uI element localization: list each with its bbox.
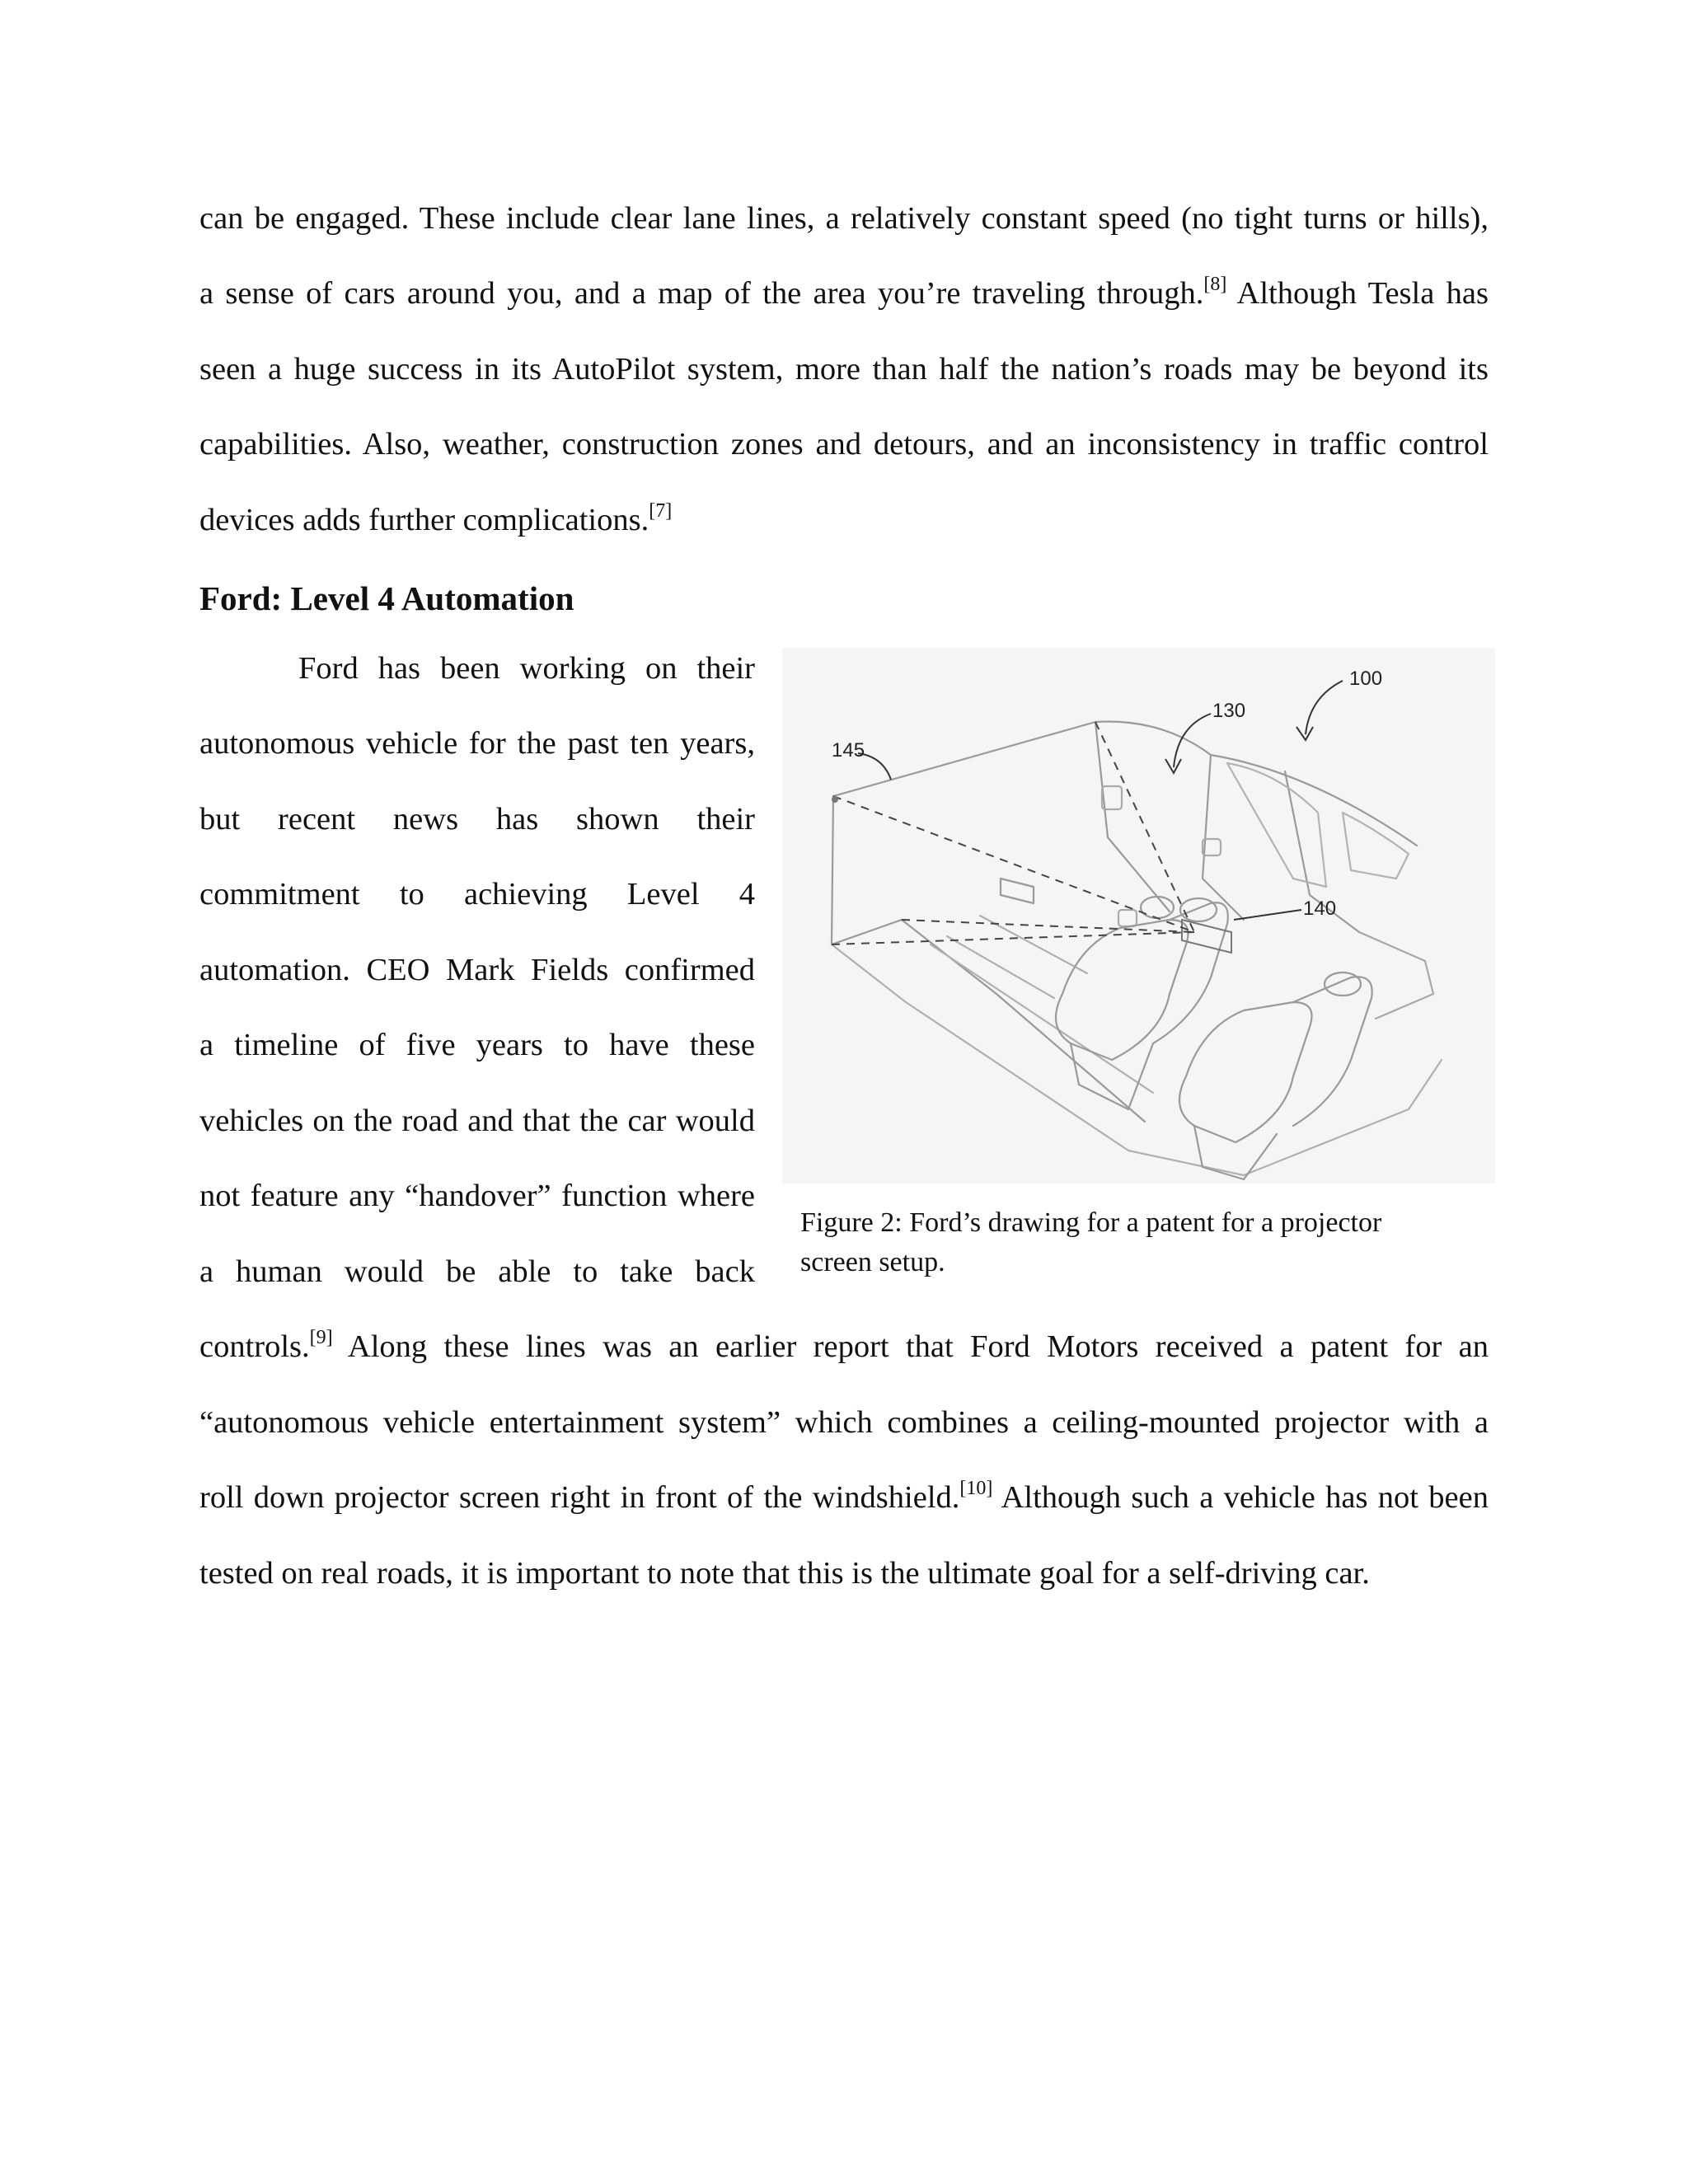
line-text: Although Tesla has xyxy=(1226,276,1489,311)
paragraph-line: tested on real roads, it is important to note that this is the ultimate goal for a self-driving car. xyxy=(199,1556,1370,1591)
paragraph-line: “autonomous vehicle entertainment system” which combines a ceiling-mounted projector with a xyxy=(199,1405,1489,1440)
paragraph-line: but recent news has shown their xyxy=(199,802,755,837)
line-text: Along these lines was an earlier report that Ford Motors received a patent for an xyxy=(332,1329,1489,1364)
callout-label-100: 100 xyxy=(1349,668,1383,690)
projection-lines xyxy=(832,722,1194,944)
section-heading: Ford: Level 4 Automation xyxy=(199,579,574,617)
paragraph-line: capabilities. Also, weather, construction zones and detours, and an inconsistency in traffic control xyxy=(199,427,1489,462)
screen-left-edge xyxy=(832,796,833,944)
car-interior-drawing xyxy=(782,648,1495,1183)
paragraph-line: can be engaged. These include clear lane lines, a relatively constant speed (no tight turns or hills), xyxy=(199,201,1489,236)
callout-label-145: 145 xyxy=(832,739,865,762)
front-seat-right xyxy=(1179,1002,1312,1142)
paragraph-line xyxy=(199,499,1489,541)
citation-ref: [7] xyxy=(649,500,673,522)
paragraph-line xyxy=(199,1477,1489,1518)
paragraph-line: Ford has been working on their xyxy=(298,651,755,686)
leader-line-130 xyxy=(1174,714,1211,767)
paragraph-line: autonomous vehicle for the past ten years, xyxy=(199,726,755,761)
paragraph-line: a human would be able to take back xyxy=(199,1254,755,1289)
paragraph-line xyxy=(199,273,1489,314)
paragraph-line xyxy=(199,1326,1489,1367)
line-text: controls. xyxy=(199,1329,310,1364)
patent-drawing-figure xyxy=(782,648,1495,1183)
line-text: a sense of cars around you, and a map of the area you’re traveling through. xyxy=(199,276,1204,311)
paragraph-line: vehicles on the road and that the car would xyxy=(199,1104,755,1138)
figure-caption: Figure 2: Ford’s drawing for a patent for a projector screen setup. xyxy=(800,1207,1382,1277)
leader-line-140 xyxy=(1234,910,1301,920)
citation-ref: [8] xyxy=(1203,274,1227,295)
citation-ref: [9] xyxy=(309,1327,333,1348)
paragraph-line: not feature any “handover” function where xyxy=(199,1179,755,1213)
line-text: devices adds further complications. xyxy=(199,503,649,537)
paragraph-line: commitment to achieving Level 4 xyxy=(199,877,755,912)
citation-ref: [10] xyxy=(959,1478,993,1499)
line-text: Although such a vehicle has not been xyxy=(992,1480,1489,1515)
callout-label-130: 130 xyxy=(1212,700,1246,722)
line-text: roll down projector screen right in front of the windshield. xyxy=(199,1480,960,1515)
leader-line-100 xyxy=(1306,681,1343,734)
screen-top-edge xyxy=(833,722,1095,796)
paragraph-line: a timeline of five years to have these xyxy=(199,1028,755,1062)
paragraph-line: automation. CEO Mark Fields confirmed xyxy=(199,953,755,987)
front-seat-left xyxy=(1056,920,1189,1060)
callout-label-140: 140 xyxy=(1303,898,1337,920)
paragraph-line: seen a huge success in its AutoPilot system, more than half the nation’s roads may be beyond its xyxy=(199,352,1489,387)
